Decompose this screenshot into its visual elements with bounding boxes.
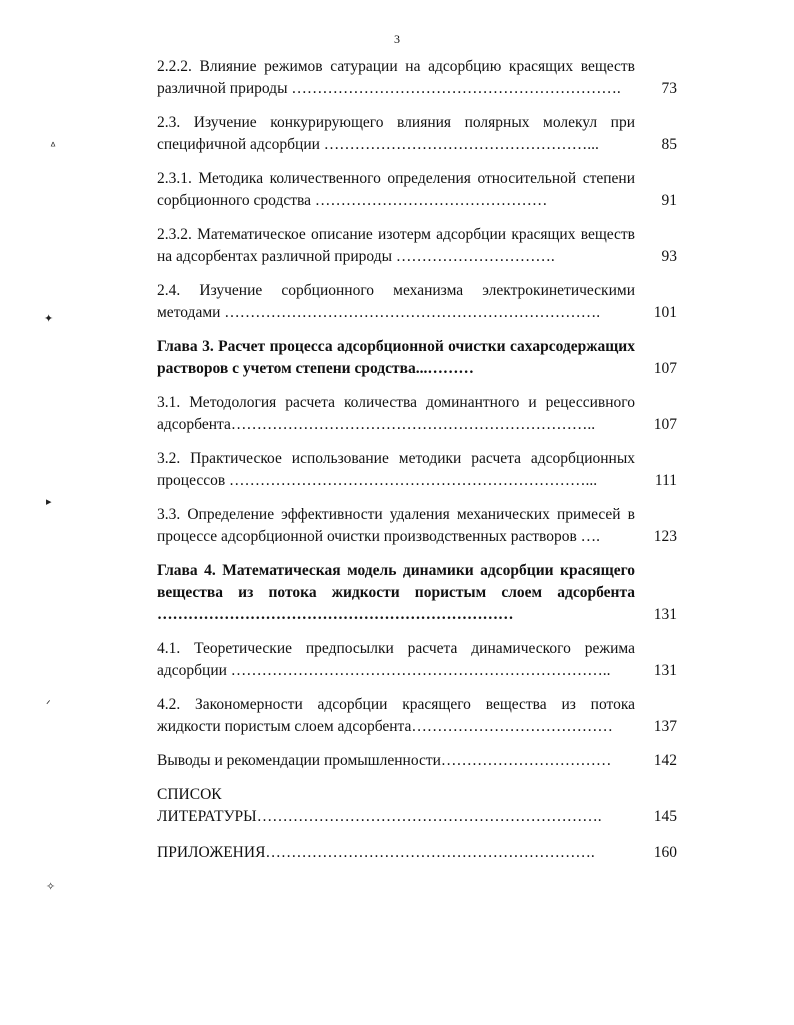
toc-entry-page: 107 [653, 360, 677, 377]
toc-entry-page: 107 [653, 416, 677, 433]
scan-artifact-mark: ᐟ [46, 699, 51, 711]
toc-entry-page: 93 [661, 248, 677, 265]
toc-entry-page: 101 [653, 304, 677, 321]
toc-entry-page: 91 [661, 192, 677, 209]
toc-entry-title: 4.1. Теоретические предпосылки расчета динамического режима адсорбции ……………………………………………………………….. [157, 640, 635, 679]
toc-entry-chapter [157, 336, 677, 380]
toc-entry-title: 3.1. Методология расчета количества доминантного и рецессивного адсорбента…………………………………………………………….. [157, 394, 635, 433]
toc-entry [157, 56, 677, 100]
toc-entry-title: Глава 3. Расчет процесса адсорбционной очистки сахарсодержащих растворов с учетом степени сродства...……… [157, 338, 635, 377]
toc-entry-page: 85 [661, 136, 677, 153]
toc-entry-title: 3.2. Практическое использование методики расчета адсорбционных процессов ……………………………………………………………... [157, 450, 635, 489]
toc-entry-title: 2.3.1. Методика количественного определения относительной степени сорбционного сродства ……………………………………… [157, 170, 635, 209]
toc-entry-title: 2.3. Изучение конкурирующего влияния полярных молекул при специфичной адсорбции ……………………………………………... [157, 114, 635, 153]
scan-artifact-mark: ✦ [44, 313, 54, 325]
toc-entry-title: 2.2.2. Влияние режимов сатурации на адсорбцию красящих веществ различной природы ………………………………………………………. [157, 58, 635, 97]
toc-entry [157, 448, 677, 492]
toc-entry-title: СПИСОК ЛИТЕРАТУРЫ…………………………………………………………. [157, 786, 602, 825]
toc-entry [157, 224, 677, 268]
toc-entry-chapter [157, 560, 677, 626]
scan-artifact-mark: ▸ [46, 496, 52, 508]
toc-entry-page: 73 [661, 80, 677, 97]
toc-entry-page: 145 [653, 808, 677, 825]
toc-entry-page: 123 [653, 528, 677, 545]
toc-entry [157, 168, 677, 212]
toc-entry-title: ПРИЛОЖЕНИЯ………………………………………………………. [157, 844, 595, 861]
toc-entry-page: 131 [653, 662, 677, 679]
scan-artifact-mark: ✧ [46, 881, 56, 893]
toc-entry-page: 137 [653, 718, 677, 735]
toc-entry-page: 131 [653, 606, 677, 623]
table-of-contents [157, 52, 677, 864]
toc-entry-page: 142 [653, 752, 677, 769]
toc-entry [157, 280, 677, 324]
toc-entry-title: 4.2. Закономерности адсорбции красящего вещества из потока жидкости пористым слоем адсорбента………………………………… [157, 696, 635, 735]
toc-entry-title: Глава 4. Математическая модель динамики адсорбции красящего вещества из потока жидкости пористым слоем адсорбента …………………………………………………………… [157, 562, 635, 623]
toc-entry [157, 694, 677, 738]
toc-entry [157, 842, 677, 864]
toc-entry [157, 784, 677, 828]
toc-entry-title: 3.3. Определение эффективности удаления механических примесей в процессе адсорбционной очистки производственных растворов …. [157, 506, 635, 545]
toc-entry-title: 2.3.2. Математическое описание изотерм адсорбции красящих веществ на адсорбентах различной природы …………………………. [157, 226, 635, 265]
toc-entry [157, 112, 677, 156]
page-number: 3 [394, 32, 400, 46]
toc-entry-title: Выводы и рекомендации промышленности…………………………… [157, 752, 612, 769]
scan-artifact-mark: ᐞ [50, 141, 56, 153]
toc-entry-page: 160 [653, 844, 677, 861]
toc-entry-title: 2.4. Изучение сорбционного механизма электрокинетическими методами ………………………………………………………………. [157, 282, 635, 321]
toc-entry-page: 111 [654, 472, 677, 489]
toc-entry [157, 750, 677, 772]
toc-entry [157, 638, 677, 682]
toc-entry [157, 392, 677, 436]
toc-entry [157, 504, 677, 548]
